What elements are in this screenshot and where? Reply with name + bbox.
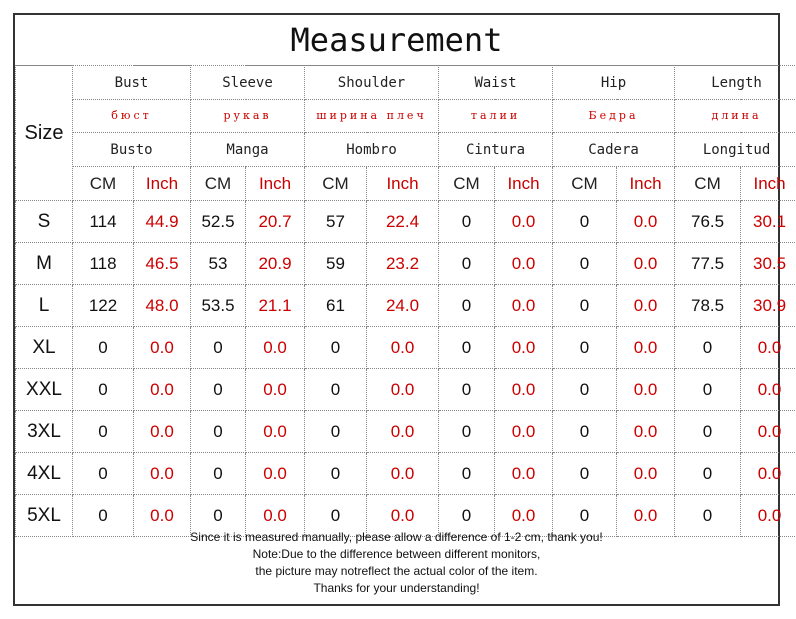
size-chart <box>13 13 787 606</box>
value-cm: 53.5 <box>191 285 246 327</box>
note-line: Note:Due to the difference between different monitors, <box>252 547 541 561</box>
value-cm: 0 <box>439 411 495 453</box>
value-inch: 0.0 <box>741 369 796 411</box>
value-inch: 0.0 <box>367 369 439 411</box>
table-row <box>16 285 796 327</box>
size-label: S <box>16 201 73 243</box>
value-cm: 61 <box>305 285 367 327</box>
value-cm: 0 <box>675 327 741 369</box>
value-inch: 0.0 <box>134 453 191 495</box>
value-cm: 77.5 <box>675 243 741 285</box>
value-inch: 0.0 <box>134 411 191 453</box>
value-cm: 118 <box>73 243 134 285</box>
value-cm: 0 <box>553 369 617 411</box>
value-cm: 0 <box>73 369 134 411</box>
value-inch: 0.0 <box>134 495 191 537</box>
value-cm: 122 <box>73 285 134 327</box>
value-inch: 0.0 <box>495 243 553 285</box>
size-label: XXL <box>16 369 73 411</box>
value-cm: 0 <box>191 495 246 537</box>
value-cm: 53 <box>191 243 246 285</box>
value-cm: 0 <box>191 411 246 453</box>
note-line: Thanks for your understanding! <box>313 581 480 595</box>
unit-cm-label: CM <box>73 167 134 201</box>
value-inch: 0.0 <box>367 411 439 453</box>
size-label: 3XL <box>16 411 73 453</box>
value-cm: 0 <box>553 243 617 285</box>
value-inch: 0.0 <box>495 411 553 453</box>
value-cm: 0 <box>553 411 617 453</box>
header-length-ru: длина <box>675 100 796 133</box>
value-inch: 0.0 <box>617 369 675 411</box>
chart-title: Measurement <box>15 15 778 66</box>
value-cm: 0 <box>191 327 246 369</box>
size-column-header: Size <box>16 66 73 201</box>
measurement-table <box>15 65 796 537</box>
value-cm: 0 <box>191 369 246 411</box>
header-hip-en: Hip <box>553 66 675 100</box>
value-inch: 48.0 <box>134 285 191 327</box>
unit-inch-label: Inch <box>617 167 675 201</box>
value-cm: 59 <box>305 243 367 285</box>
value-inch: 0.0 <box>134 327 191 369</box>
value-inch: 0.0 <box>741 495 796 537</box>
table-row <box>16 327 796 369</box>
header-bust-ru: бюст <box>73 100 191 133</box>
header-hip-ru: Бедра <box>553 100 675 133</box>
header-bust-en: Bust <box>73 66 191 100</box>
table-row <box>16 201 796 243</box>
value-cm: 0 <box>191 453 246 495</box>
header-shoulder-es: Hombro <box>305 133 439 167</box>
value-inch: 0.0 <box>617 285 675 327</box>
value-inch: 0.0 <box>617 453 675 495</box>
size-label: L <box>16 285 73 327</box>
value-cm: 0 <box>553 327 617 369</box>
unit-cm-label: CM <box>305 167 367 201</box>
table-body <box>16 201 796 537</box>
value-cm: 0 <box>553 201 617 243</box>
size-label: M <box>16 243 73 285</box>
value-inch: 0.0 <box>617 411 675 453</box>
value-cm: 0 <box>675 411 741 453</box>
header-waist-es: Cintura <box>439 133 553 167</box>
value-inch: 0.0 <box>617 201 675 243</box>
value-inch: 0.0 <box>495 369 553 411</box>
value-inch: 0.0 <box>617 327 675 369</box>
value-cm: 0 <box>553 453 617 495</box>
value-inch: 0.0 <box>495 327 553 369</box>
value-cm: 0 <box>439 285 495 327</box>
header-bust-es: Busto <box>73 133 191 167</box>
value-inch: 0.0 <box>617 243 675 285</box>
value-inch: 24.0 <box>367 285 439 327</box>
value-cm: 0 <box>305 411 367 453</box>
value-cm: 0 <box>439 201 495 243</box>
header-waist-ru: талии <box>439 100 553 133</box>
value-inch: 30.9 <box>741 285 796 327</box>
size-label: XL <box>16 327 73 369</box>
notes <box>15 522 778 604</box>
value-inch: 44.9 <box>134 201 191 243</box>
unit-inch-label: Inch <box>741 167 796 201</box>
unit-inch-label: Inch <box>367 167 439 201</box>
value-inch: 0.0 <box>246 327 305 369</box>
header-shoulder-en: Shoulder <box>305 66 439 100</box>
value-inch: 30.1 <box>741 201 796 243</box>
value-cm: 0 <box>439 369 495 411</box>
value-inch: 0.0 <box>495 495 553 537</box>
value-inch: 0.0 <box>617 495 675 537</box>
value-cm: 0 <box>675 453 741 495</box>
value-inch: 46.5 <box>134 243 191 285</box>
header-sleeve-en: Sleeve <box>191 66 305 100</box>
value-cm: 76.5 <box>675 201 741 243</box>
value-inch: 0.0 <box>495 201 553 243</box>
value-cm: 0 <box>73 411 134 453</box>
value-cm: 0 <box>439 495 495 537</box>
value-inch: 0.0 <box>367 495 439 537</box>
value-inch: 0.0 <box>495 453 553 495</box>
table-row <box>16 243 796 285</box>
unit-inch-label: Inch <box>246 167 305 201</box>
value-cm: 0 <box>675 369 741 411</box>
value-cm: 0 <box>439 453 495 495</box>
table-row <box>16 453 796 495</box>
value-cm: 0 <box>439 327 495 369</box>
header-sleeve-es: Manga <box>191 133 305 167</box>
value-inch: 23.2 <box>367 243 439 285</box>
table-row <box>16 369 796 411</box>
value-cm: 0 <box>305 495 367 537</box>
value-inch: 21.1 <box>246 285 305 327</box>
value-inch: 20.9 <box>246 243 305 285</box>
value-cm: 57 <box>305 201 367 243</box>
unit-cm-label: CM <box>675 167 741 201</box>
size-label: 5XL <box>16 495 73 537</box>
value-inch: 0.0 <box>134 369 191 411</box>
unit-cm-label: CM <box>553 167 617 201</box>
value-inch: 0.0 <box>246 495 305 537</box>
note-line: Since it is measured manually, please allow a difference of 1-2 cm, thank you! <box>190 530 603 544</box>
value-inch: 0.0 <box>246 411 305 453</box>
unit-inch-label: Inch <box>134 167 191 201</box>
unit-cm-label: CM <box>191 167 246 201</box>
value-cm: 0 <box>73 495 134 537</box>
value-cm: 0 <box>73 453 134 495</box>
value-inch: 0.0 <box>246 369 305 411</box>
unit-cm-label: CM <box>439 167 495 201</box>
value-cm: 0 <box>439 243 495 285</box>
header-length-en: Length <box>675 66 796 100</box>
value-cm: 0 <box>553 495 617 537</box>
unit-row <box>16 167 796 201</box>
value-cm: 52.5 <box>191 201 246 243</box>
value-cm: 0 <box>73 327 134 369</box>
value-inch: 30.5 <box>741 243 796 285</box>
header-length-es: Longitud <box>675 133 796 167</box>
value-inch: 0.0 <box>741 411 796 453</box>
value-inch: 0.0 <box>495 285 553 327</box>
header-sleeve-ru: рукав <box>191 100 305 133</box>
value-cm: 0 <box>553 285 617 327</box>
value-inch: 20.7 <box>246 201 305 243</box>
header-shoulder-ru: ширина плеч <box>305 100 439 133</box>
value-cm: 0 <box>675 495 741 537</box>
value-inch: 0.0 <box>246 453 305 495</box>
header-waist-en: Waist <box>439 66 553 100</box>
value-cm: 0 <box>305 327 367 369</box>
value-inch: 0.0 <box>741 453 796 495</box>
value-cm: 114 <box>73 201 134 243</box>
note-line: the picture may notreflect the actual color of the item. <box>255 564 538 578</box>
value-cm: 0 <box>305 453 367 495</box>
value-cm: 78.5 <box>675 285 741 327</box>
value-inch: 0.0 <box>367 327 439 369</box>
size-label: 4XL <box>16 453 73 495</box>
value-inch: 0.0 <box>741 327 796 369</box>
table-row <box>16 411 796 453</box>
value-inch: 22.4 <box>367 201 439 243</box>
value-inch: 0.0 <box>367 453 439 495</box>
unit-inch-label: Inch <box>495 167 553 201</box>
value-cm: 0 <box>305 369 367 411</box>
header-hip-es: Cadera <box>553 133 675 167</box>
